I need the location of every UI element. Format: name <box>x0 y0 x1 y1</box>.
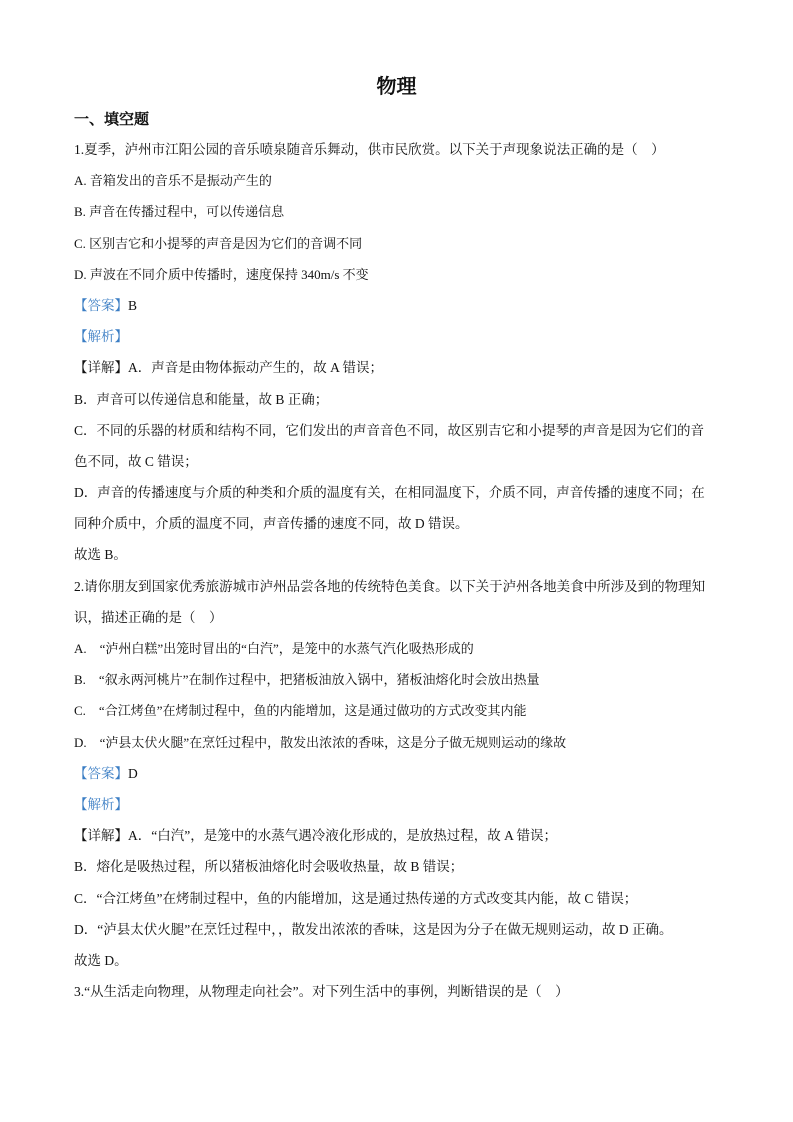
question-option: C. “合江烤鱼”在烤制过程中，鱼的内能增加，这是通过做功的方式改变其内能 <box>74 703 527 719</box>
question-option: B. 声音在传播过程中，可以传递信息 <box>74 204 285 220</box>
question-stem: 3.“从生活走向物理，从物理走向社会”。对下列生活中的事例，判断错误的是（ ） <box>74 984 569 1000</box>
analysis-detail: 【详解】A．声音是由物体振动产生的，故 A 错误； <box>74 360 384 376</box>
analysis-detail: C．“合江烤鱼”在烤制过程中，鱼的内能增加，这是通过热传递的方式改变其内能，故 C 错误； <box>74 890 638 906</box>
analysis-detail: 【详解】A．“白汽”，是笼中的水蒸气遇冷液化形成的，是放热过程，故 A 错误； <box>74 828 557 844</box>
analysis-detail: D．声音的传播速度与介质的种类和介质的温度有关，在相同温度下，介质不同，声音传播的速度不同；在 <box>74 485 705 501</box>
analysis-detail: 故选 D。 <box>74 952 128 968</box>
analysis-label: 【解析】 <box>74 329 128 345</box>
document-body <box>74 140 734 1013</box>
answer-line <box>74 296 734 327</box>
question-option: B. “叙永两河桃片”在制作过程中，把猪板油放入锅中，猪板油熔化时会放出热量 <box>74 672 540 688</box>
question-stem: 1.夏季，泸州市江阳公园的音乐喷泉随音乐舞动，供市民欣赏。以下关于声现象说法正确的是（ ） <box>74 142 665 157</box>
question-option: C. 区别吉它和小提琴的声音是因为它们的音调不同 <box>74 235 363 251</box>
answer-label: 【答案】 <box>74 765 128 781</box>
analysis-detail: D．“泸县太伏火腿”在烹饪过程中，，散发出浓浓的香味，这是因为分子在做无规则运动，故 D 正确。 <box>74 921 673 937</box>
analysis-detail: B．声音可以传递信息和能量，故 B 正确； <box>74 391 329 407</box>
question-option: D. 声波在不同介质中传播时，速度保持 340m/s 不变 <box>74 266 369 282</box>
answer-value: B <box>128 297 138 313</box>
analysis-detail: 色不同，故 C 错误； <box>74 453 198 469</box>
answer-line <box>74 764 734 795</box>
section-heading: 一、填空题 <box>74 112 150 128</box>
analysis-detail: C．不同的乐器的材质和结构不同，它们发出的声音音色不同，故区别吉它和小提琴的声音是因为它们的音 <box>74 422 705 438</box>
question-option: A. “泸州白糕”出笼时冒出的“白汽”，是笼中的水蒸气汽化吸热形成的 <box>74 641 474 656</box>
question-option: D. “泸县太伏火腿”在烹饪过程中，散发出浓浓的香味，这是分子做无规则运动的缘故 <box>74 734 567 750</box>
question-stem: 2.请你朋友到国家优秀旅游城市泸州品尝各地的传统特色美食。以下关于泸州各地美食中所涉及到的物理知 <box>74 578 706 594</box>
question-stem: 识，描述正确的是（ ） <box>74 609 223 625</box>
answer-value: D <box>128 765 138 781</box>
answer-label: 【答案】 <box>74 297 128 313</box>
analysis-detail: B．熔化是吸热过程，所以猪板油熔化时会吸收热量，故 B 错误； <box>74 859 464 875</box>
question-option: A. 音箱发出的音乐不是振动产生的 <box>74 173 272 189</box>
analysis-label: 【解析】 <box>74 796 128 812</box>
analysis-detail: 同种介质中，介质的温度不同，声音传播的速度不同，故 D 错误。 <box>74 516 469 532</box>
page-title: 物理 <box>376 76 417 98</box>
analysis-detail: 故选 B。 <box>74 547 127 563</box>
